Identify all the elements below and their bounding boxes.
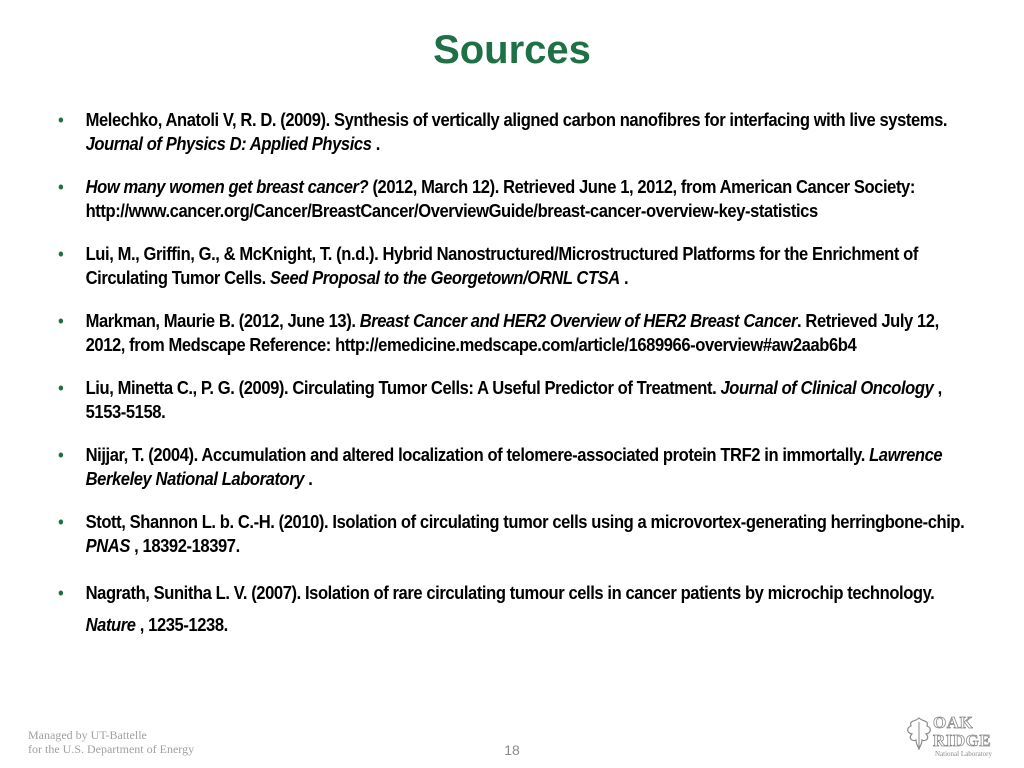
source-italic-text: Seed Proposal to the Georgetown/ORNL CTSA <box>270 268 620 288</box>
source-text: , 5153-5158. <box>85 378 942 422</box>
source-text: Liu, Minetta C., P. G. (2009). Circulating Tumor Cells: A Useful Predictor of Treatment. <box>85 378 721 398</box>
oak-leaf-icon <box>905 716 933 750</box>
bullet-icon: • <box>58 244 64 264</box>
source-text: . <box>304 469 313 489</box>
source-item <box>58 577 967 641</box>
source-item <box>58 443 967 491</box>
source-item <box>58 309 967 357</box>
source-item <box>58 510 967 558</box>
logo-word-ridge: RIDGE <box>933 731 992 750</box>
source-italic-text: PNAS <box>85 536 130 556</box>
source-text: Melechko, Anatoli V, R. D. (2009). Synthesis of vertically aligned carbon nanofibres for interfacing with live systems. <box>85 110 948 130</box>
source-text: . Retrieved July 12, 2012, from Medscape Reference: http://emedicine.medscape.com/article/1689966-overview#aw2aab6b4 <box>85 311 939 355</box>
managed-by-line-1: Managed by UT-Battelle <box>28 728 147 742</box>
source-text: (2012, March 12). Retrieved June 1, 2012, from American Cancer Society: http://www.cancer.org/Cancer/BreastCancer/OverviewGuide/breast-cancer-overview-key-statistics <box>85 177 915 221</box>
source-text: Stott, Shannon L. b. C.-H. (2010). Isolation of circulating tumor cells using a microvortex-generating herringbone-chip. <box>85 512 965 532</box>
source-text: Lui, M., Griffin, G., & McKnight, T. (n.d.). Hybrid Nanostructured/Microstructured Platforms for the Enrichment of Circulating Tumor Cells. <box>85 244 918 288</box>
source-text: Nijjar, T. (2004). Accumulation and altered localization of telomere-associated protein TRF2 in immortally. <box>85 445 870 465</box>
bullet-icon: • <box>58 512 64 532</box>
source-item <box>58 376 967 424</box>
source-text: . <box>619 268 629 288</box>
source-item <box>58 175 967 223</box>
logo-word-oak: OAK <box>933 713 974 732</box>
source-item <box>58 242 967 290</box>
source-item <box>58 108 967 156</box>
page-number: 18 <box>504 742 520 758</box>
bullet-icon: • <box>58 110 64 130</box>
source-text: . <box>371 134 380 154</box>
source-italic-text: Lawrence Berkeley National Laboratory <box>85 445 943 489</box>
bullet-icon: • <box>58 177 64 197</box>
source-text: Nagrath, Sunitha L. V. (2007). Isolation of rare circulating tumour cells in cancer patients by microchip technology. <box>85 583 935 603</box>
source-italic-text: How many women get breast cancer? <box>85 177 369 197</box>
logo-subtitle: National Laboratory <box>935 750 992 758</box>
source-text: , 18392-18397. <box>129 536 240 556</box>
bullet-icon: • <box>58 311 64 331</box>
managed-by-line-2: for the U.S. Department of Energy <box>28 742 195 756</box>
source-italic-text: Journal of Clinical Oncology <box>720 378 934 398</box>
oak-ridge-logo <box>905 712 995 764</box>
bullet-icon: • <box>58 445 64 465</box>
bullet-icon: • <box>58 583 64 603</box>
source-text: , 1235-1238. <box>135 615 228 635</box>
source-text: Markman, Maurie B. (2012, June 13). <box>85 311 360 331</box>
bullet-icon: • <box>58 378 64 398</box>
source-italic-text: Nature <box>85 615 136 635</box>
slide-title: Sources <box>433 28 591 72</box>
source-italic-text: Breast Cancer and HER2 Overview of HER2 Breast Cancer <box>359 311 798 331</box>
source-italic-text: Journal of Physics D: Applied Physics <box>85 134 372 154</box>
sources-list <box>58 108 968 660</box>
